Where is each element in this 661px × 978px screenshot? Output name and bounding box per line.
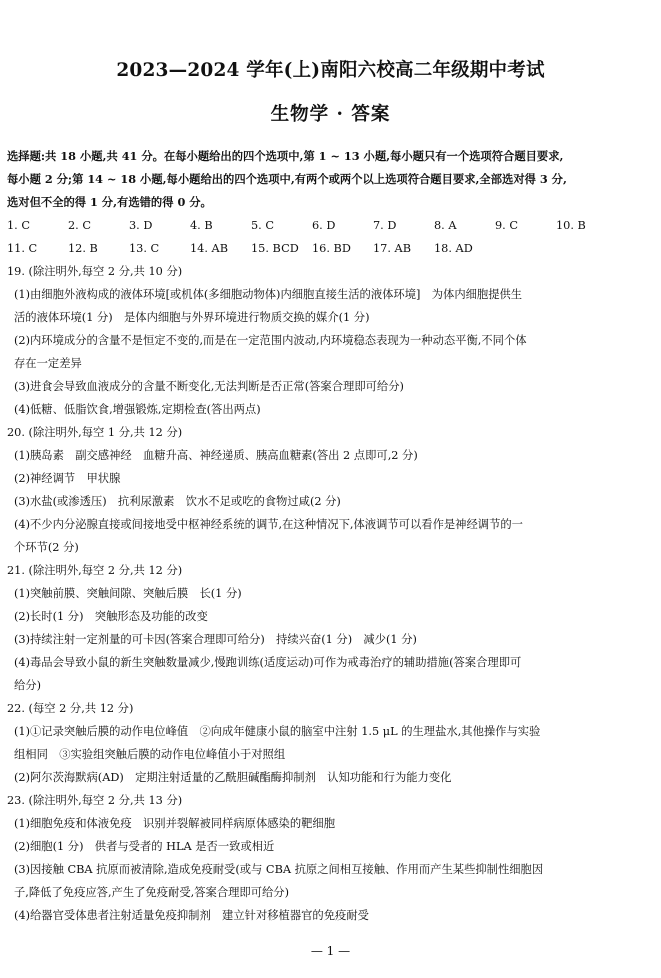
page-title: 2023—2024 学年(上)南阳六校高二年级期中考试 <box>116 60 545 81</box>
question-heading: 19. (除注明外,每空 2 分,共 10 分) <box>7 265 183 278</box>
answer-cell: 13. C <box>129 242 160 255</box>
answer-cell: 6. D <box>312 219 336 232</box>
question-part <box>7 835 657 858</box>
answer-line: (2)内环境成分的含量不是恒定不变的,而是在一定范围内波动,内环境稳态表现为一种动态平衡,不同个体 <box>14 334 527 347</box>
answer-cell: 1. C <box>7 219 31 232</box>
instruction-line: 选对但不全的得 1 分,有选错的得 0 分。 <box>7 195 212 209</box>
answer-cell: 15. BCD <box>251 242 299 255</box>
answer-row-2 <box>7 237 657 260</box>
answer-line: (3)进食会导致血液成分的含量不断变化,无法判断是否正常(答案合理即可给分) <box>14 380 404 393</box>
question-part <box>7 605 657 628</box>
question-part <box>7 812 657 835</box>
answer-line: 存在一定差异 <box>14 357 82 370</box>
answer-line: (4)不少内分泌腺直接或间接地受中枢神经系统的调节,在这种情况下,体液调节可以看作是神经调节的一 <box>14 518 523 531</box>
answer-cell: 10. B <box>556 219 586 232</box>
answer-cell: 11. C <box>7 242 38 255</box>
answer-line: (4)给器官受体患者注射适量免疫抑制剂 建立针对移植器官的免疫耐受 <box>14 909 369 922</box>
answer-cell: 5. C <box>251 219 275 232</box>
question-part <box>7 467 657 490</box>
question-heading: 23. (除注明外,每空 2 分,共 13 分) <box>7 794 183 807</box>
answer-line: (1)突触前膜、突触间隙、突触后膜 长(1 分) <box>14 587 242 600</box>
question-heading: 21. (除注明外,每空 2 分,共 12 分) <box>7 564 183 577</box>
answer-line: 组相同 ③实验组突触后膜的动作电位峰值小于对照组 <box>14 748 286 761</box>
answer-line: (4)毒品会导致小鼠的新生突触数量减少,慢跑训练(适度运动)可作为戒毒治疗的辅助措施(答案合理即可 <box>14 656 522 669</box>
question-part <box>7 513 657 559</box>
instruction-line: 每小题 2 分;第 14 ~ 18 小题,每小题给出的四个选项中,有两个或两个以上选项符合题目要求,全部选对得 3 分, <box>7 172 567 186</box>
question-part <box>7 651 657 697</box>
page-subtitle: 生物学 · 答案 <box>270 104 391 125</box>
answer-line: 子,降低了免疫应答,产生了免疫耐受,答案合理即可给分) <box>14 886 290 899</box>
question-part <box>7 375 657 398</box>
question-part <box>7 720 657 766</box>
answer-body <box>7 145 657 927</box>
question-part <box>7 490 657 513</box>
answer-cell: 2. C <box>68 219 92 232</box>
question-part <box>7 628 657 651</box>
question-part <box>7 283 657 329</box>
answer-line: (3)水盐(或渗透压) 抗利尿激素 饮水不足或吃的食物过咸(2 分) <box>14 495 341 508</box>
question-part <box>7 444 657 467</box>
answer-cell: 16. BD <box>312 242 351 255</box>
question-part <box>7 582 657 605</box>
question-22 <box>7 697 657 789</box>
question-19 <box>7 260 657 421</box>
answer-cell: 4. B <box>190 219 213 232</box>
answer-cell: 18. AD <box>434 242 473 255</box>
question-part <box>7 858 657 904</box>
answer-line: (1)胰岛素 副交感神经 血糖升高、神经递质、胰高血糖素(答出 2 点即可,2 分) <box>14 449 418 462</box>
answer-line: 活的液体环境(1 分) 是体内细胞与外界环境进行物质交换的媒介(1 分) <box>14 311 370 324</box>
answer-line: 个环节(2 分) <box>14 541 79 554</box>
answer-cell: 12. B <box>68 242 98 255</box>
answer-cell: 9. C <box>495 219 519 232</box>
question-21 <box>7 559 657 697</box>
answer-cell: 8. A <box>434 219 457 232</box>
answer-line: (1)由细胞外液构成的液体环境[或机体(多细胞动物体)内细胞直接生活的液体环境] 为体内细胞提供生 <box>14 288 523 301</box>
answer-line: (2)长时(1 分) 突触形态及功能的改变 <box>14 610 208 623</box>
answer-cell: 3. D <box>129 219 153 232</box>
answer-line: (2)神经调节 甲状腺 <box>14 472 121 485</box>
question-part <box>7 398 657 421</box>
instruction-line: 选择题:共 18 小题,共 41 分。在每小题给出的四个选项中,第 1 ~ 13 小题,每小题只有一个选项符合题目要求, <box>7 149 564 163</box>
answer-cell: 7. D <box>373 219 397 232</box>
answer-line: (3)持续注射一定剂量的可卡因(答案合理即可给分) 持续兴奋(1 分) 减少(1 分) <box>14 633 417 646</box>
answer-line: (1)细胞免疫和体液免疫 识别并裂解被同样病原体感染的靶细胞 <box>14 817 336 830</box>
answer-line: (4)低糖、低脂饮食,增强锻炼,定期检查(答出两点) <box>14 403 261 416</box>
question-heading: 20. (除注明外,每空 1 分,共 12 分) <box>7 426 183 439</box>
question-23 <box>7 789 657 927</box>
question-20 <box>7 421 657 559</box>
answer-line: (2)细胞(1 分) 供者与受者的 HLA 是否一致或相近 <box>14 840 275 853</box>
question-part <box>7 904 657 927</box>
answer-line: (2)阿尔茨海默病(AD) 定期注射适量的乙酰胆碱酯酶抑制剂 认知功能和行为能力变化 <box>14 771 452 784</box>
answer-line: (1)①记录突触后膜的动作电位峰值 ②向成年健康小鼠的脑室中注射 1.5 μL 的生理盐水,其他操作与实验 <box>14 725 541 738</box>
answer-cell: 17. AB <box>373 242 412 255</box>
answer-cell: 14. AB <box>190 242 229 255</box>
answer-line: 给分) <box>14 679 42 692</box>
answer-row-1 <box>7 214 657 237</box>
question-heading: 22. (每空 2 分,共 12 分) <box>7 702 134 715</box>
question-part <box>7 766 657 789</box>
answer-line: (3)因接触 CBA 抗原而被清除,造成免疫耐受(或与 CBA 抗原之间相互接触、作用而产生某些抑制性细胞因 <box>14 863 544 876</box>
multiple-choice-instructions <box>7 145 657 214</box>
question-part <box>7 329 657 375</box>
page-number: — 1 — <box>310 944 351 958</box>
